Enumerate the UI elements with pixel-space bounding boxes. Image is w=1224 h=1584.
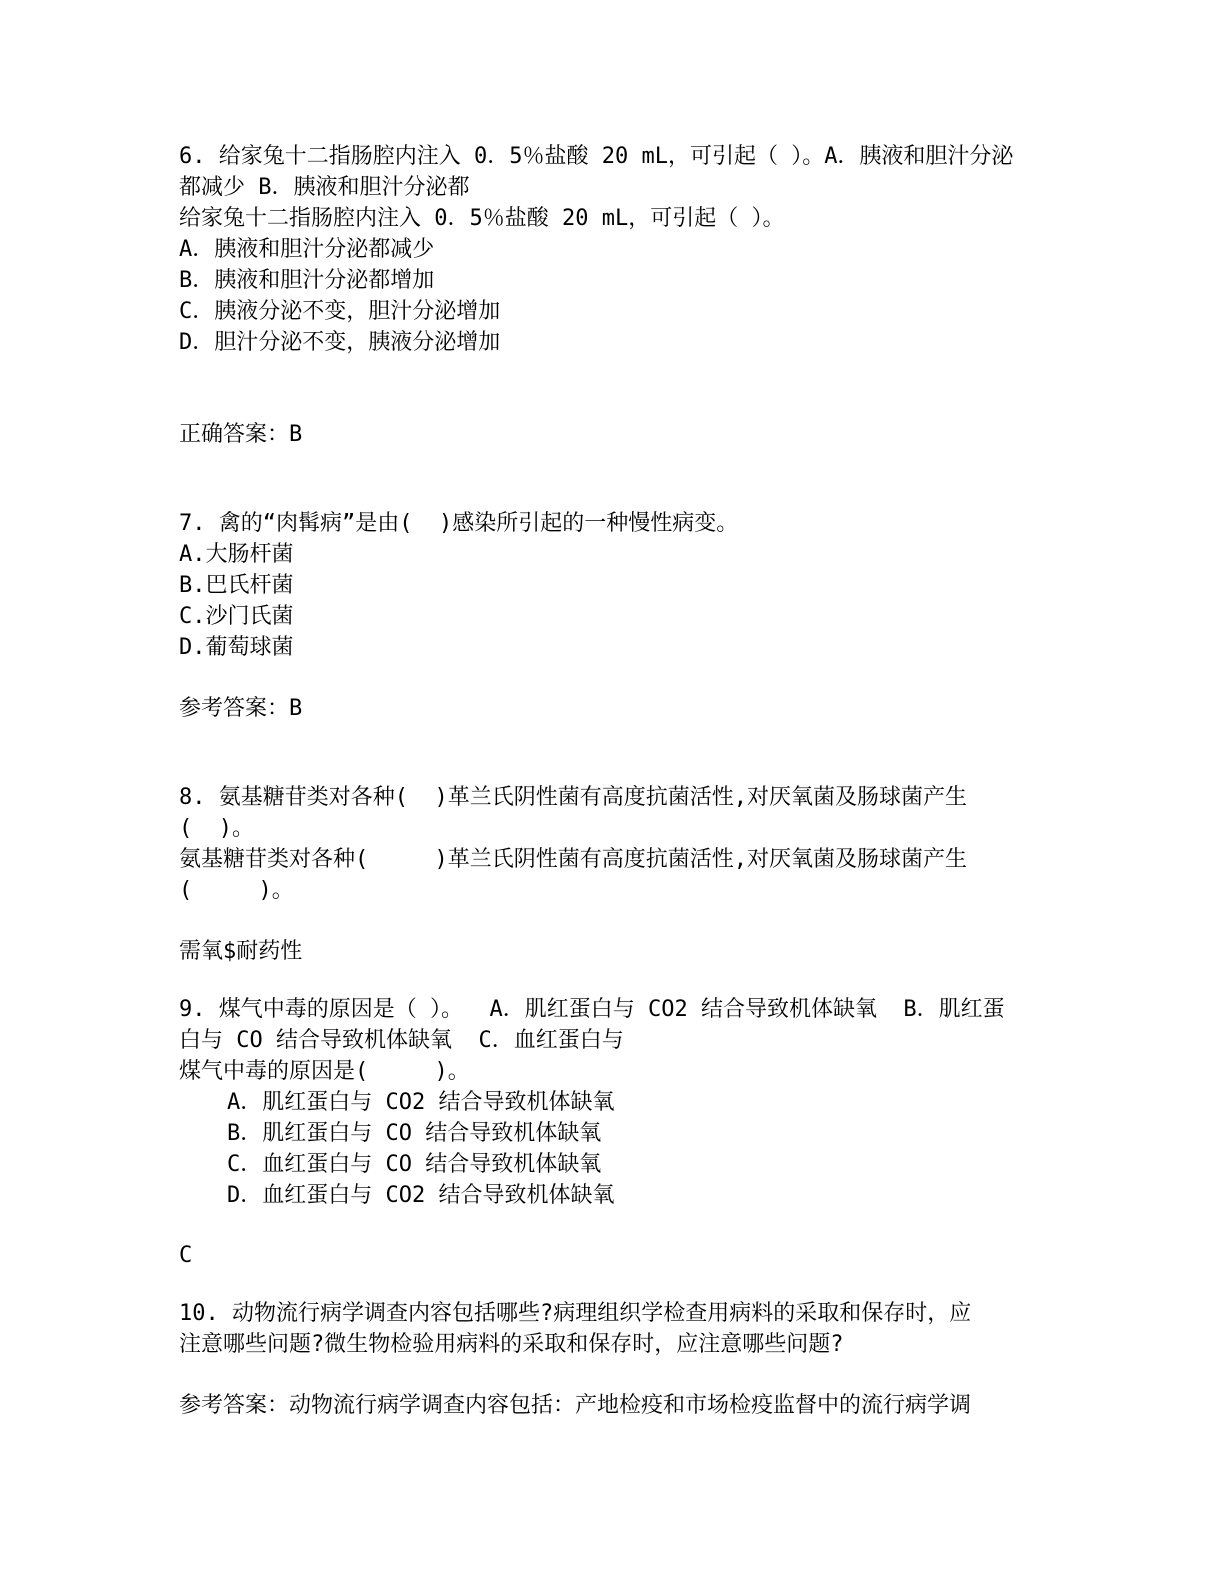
q9-option-c: C．血红蛋白与 CO 结合导致机体缺氧 — [227, 1152, 602, 1177]
q6-option-c: C．胰液分泌不变，胆汁分泌增加 — [179, 299, 501, 324]
q8-question-line-2: ( )。 — [179, 878, 294, 903]
q10-question-line-2: 注意哪些问题?微生物检验用病料的采取和保存时，应注意哪些问题? — [179, 1332, 844, 1357]
q6-option-a: A．胰液和胆汁分泌都减少 — [179, 237, 435, 262]
q6-question: 给家兔十二指肠腔内注入 0．5％盐酸 20 mL，可引起（ ）。 — [179, 206, 785, 231]
q7-option-b: B.巴氏杆菌 — [179, 573, 294, 598]
q9-stem-line-1: 9. 煤气中毒的原因是（ ）。 A．肌红蛋白与 CO2 结合导致机体缺氧 B．肌红蛋 — [179, 997, 1005, 1022]
q8-stem-line-2: ( )。 — [179, 816, 254, 841]
q9-question: 煤气中毒的原因是( )。 — [179, 1059, 470, 1084]
q9-stem-line-2: 白与 CO 结合导致机体缺氧 C．血红蛋白与 — [179, 1028, 624, 1053]
q9-answer: C — [179, 1243, 193, 1268]
q9-option-a: A．肌红蛋白与 CO2 结合导致机体缺氧 — [227, 1090, 615, 1115]
q6-stem-line-2: 都减少 B．胰液和胆汁分泌都 — [179, 175, 470, 200]
q8-stem-line-1: 8. 氨基糖苷类对各种( )革兰氏阴性菌有高度抗菌活性,对厌氧菌及肠球菌产生 — [179, 785, 967, 810]
q7-question: 7. 禽的“肉髯病”是由( )感染所引起的一种慢性病变。 — [179, 511, 739, 536]
q9-option-d: D．血红蛋白与 CO2 结合导致机体缺氧 — [227, 1183, 615, 1208]
q10-question-line-1: 10. 动物流行病学调查内容包括哪些?病理组织学检查用病料的采取和保存时，应 — [179, 1301, 972, 1326]
q7-option-d: D.葡萄球菌 — [179, 635, 294, 660]
q9-option-b: B．肌红蛋白与 CO 结合导致机体缺氧 — [227, 1121, 602, 1146]
q10-answer: 参考答案：动物流行病学调查内容包括：产地检疫和市场检疫监督中的流行病学调 — [179, 1393, 972, 1418]
q7-option-a: A.大肠杆菌 — [179, 542, 294, 567]
q6-stem-line-1: 6. 给家兔十二指肠腔内注入 0．5％盐酸 20 mL，可引起（ ）。A．胰液和胆汁分泌 — [179, 144, 1014, 169]
q6-option-d: D．胆汁分泌不变，胰液分泌增加 — [179, 330, 501, 355]
q8-question-line-1: 氨基糖苷类对各种( )革兰氏阴性菌有高度抗菌活性,对厌氧菌及肠球菌产生 — [179, 847, 967, 872]
q6-answer: 正确答案：B — [179, 422, 303, 447]
q8-answer: 需氧$耐药性 — [179, 939, 303, 964]
q6-option-b: B．胰液和胆汁分泌都增加 — [179, 268, 435, 293]
q7-answer: 参考答案：B — [179, 696, 303, 721]
q7-option-c: C.沙门氏菌 — [179, 604, 294, 629]
